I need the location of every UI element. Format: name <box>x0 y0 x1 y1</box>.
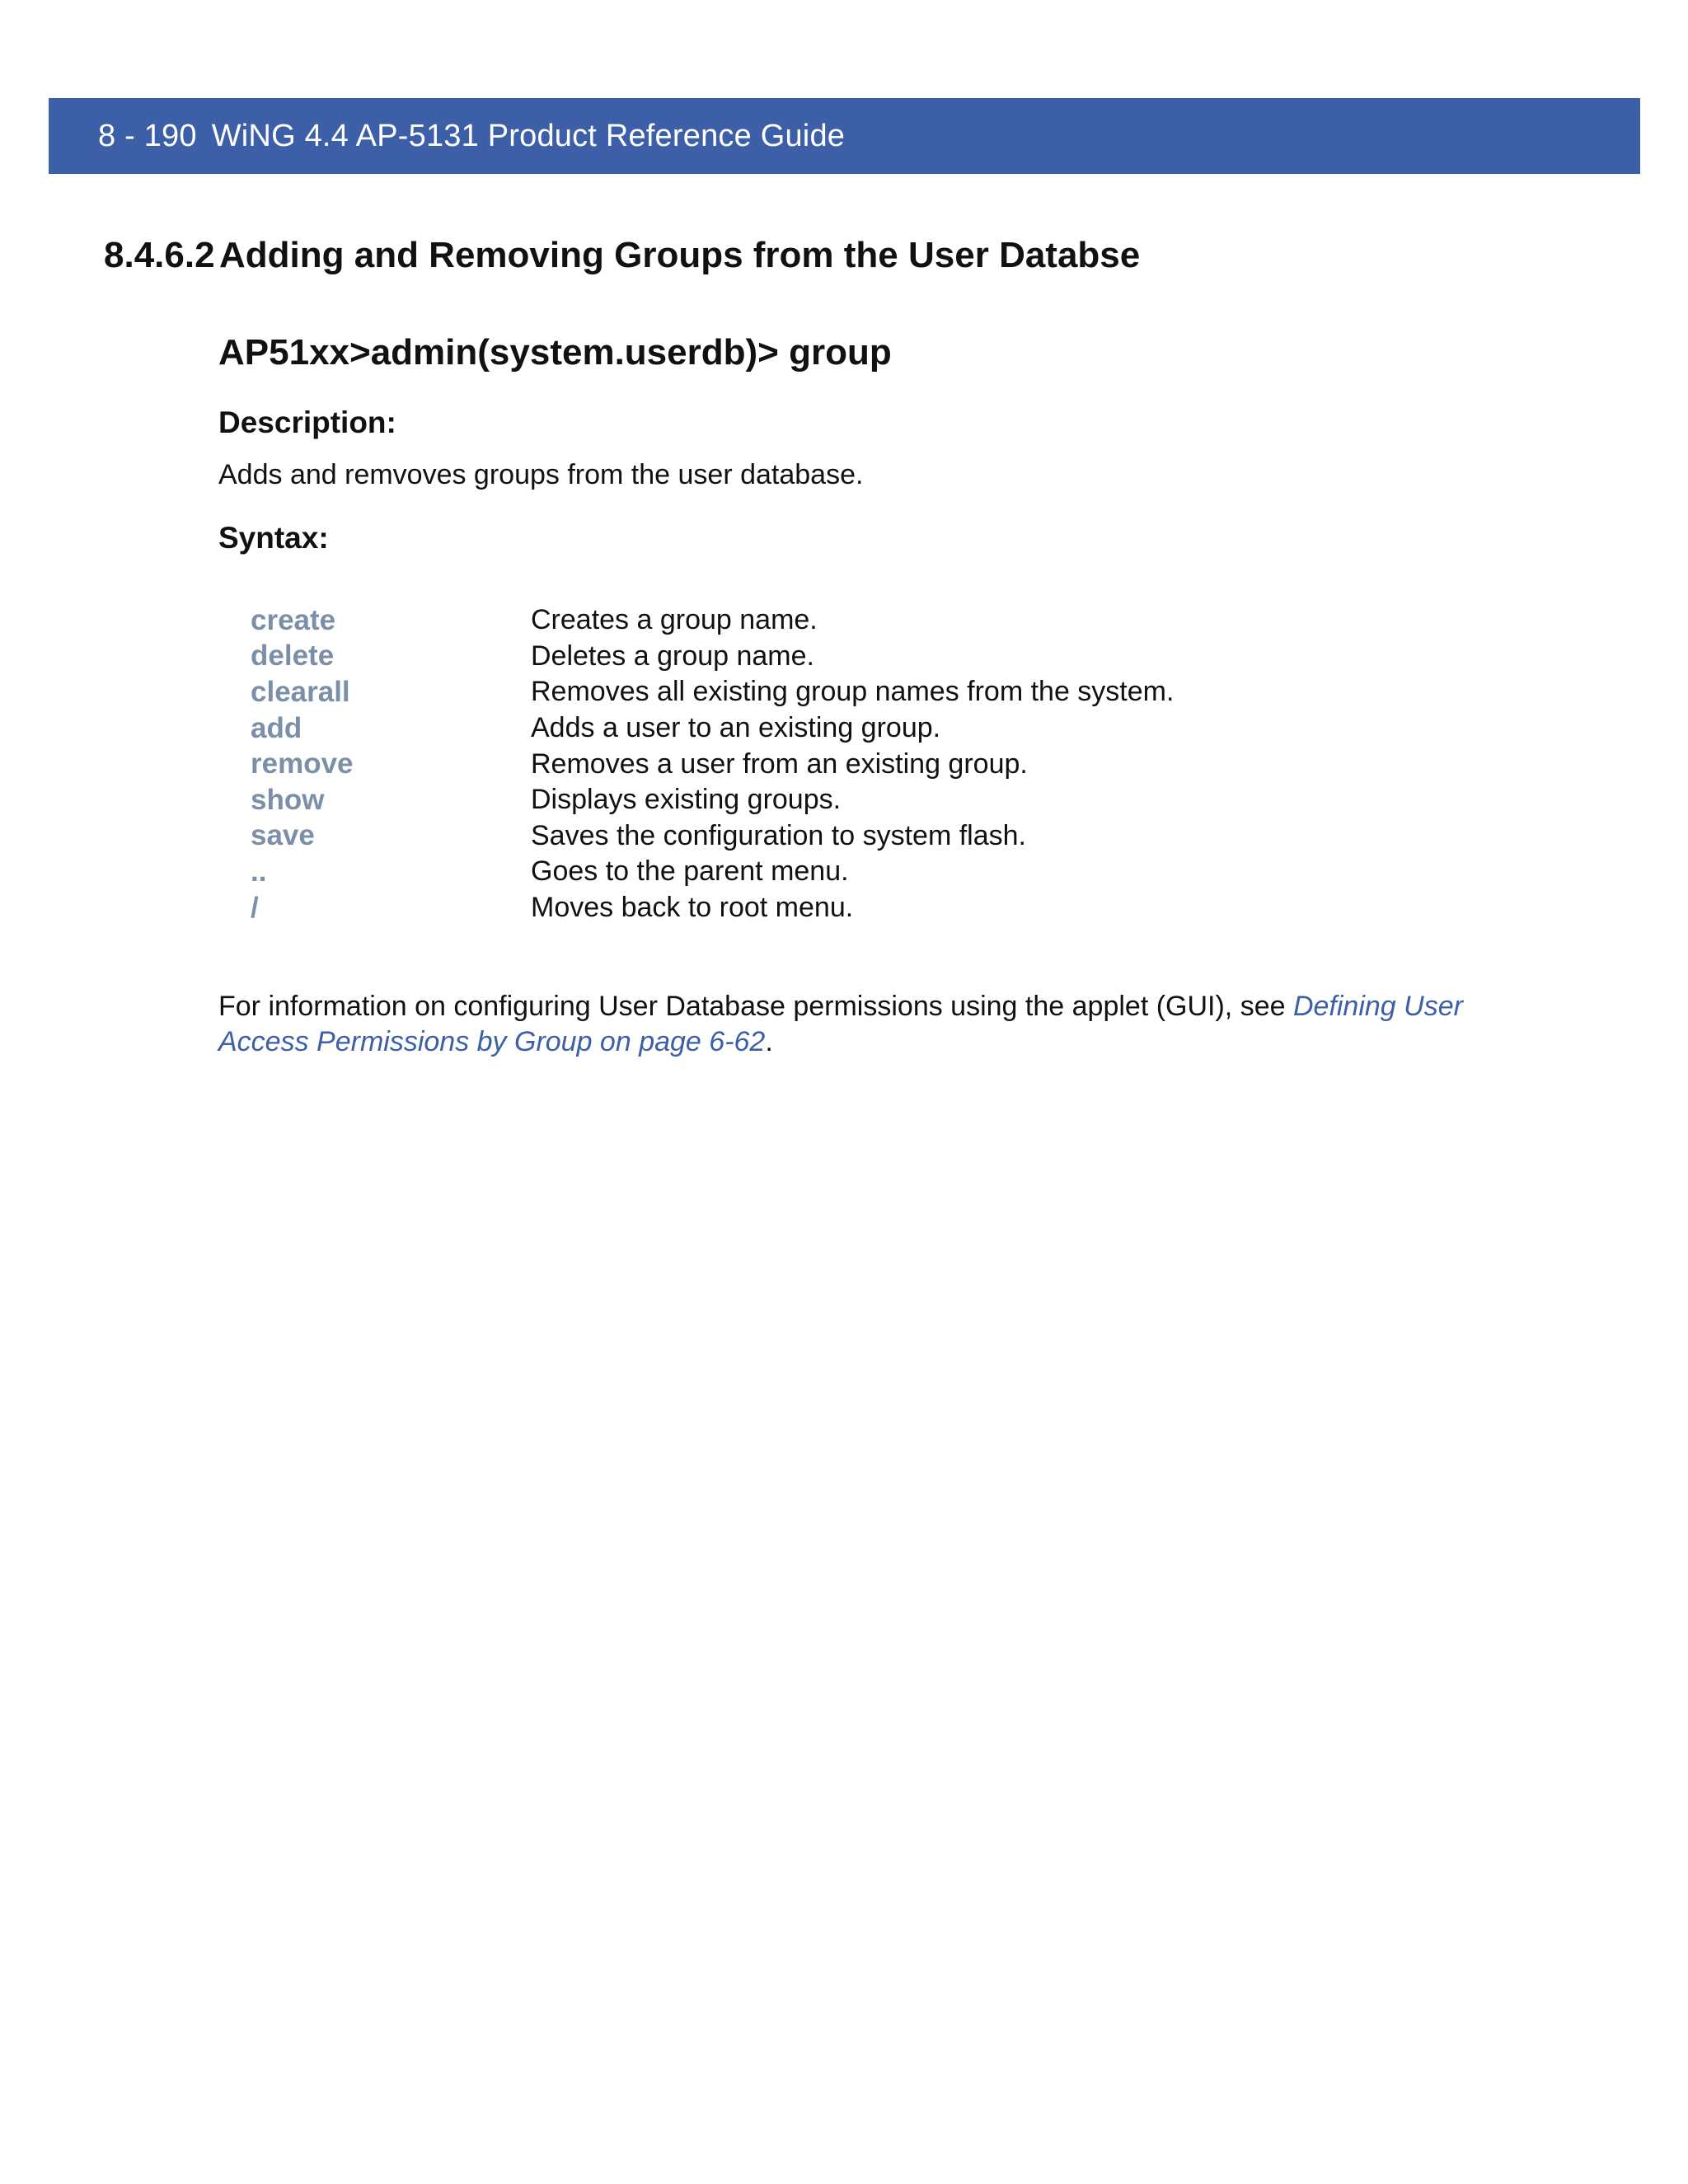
syntax-row <box>251 746 1404 782</box>
guide-title: WiNG 4.4 AP-5131 Product Reference Guide <box>211 118 846 153</box>
page-header-text <box>98 119 845 154</box>
section-heading <box>104 235 1140 276</box>
syntax-row <box>251 818 1404 855</box>
syntax-description: Displays existing groups. <box>531 784 842 816</box>
section-number: 8.4.6.2 <box>104 235 215 275</box>
note-text: For information on configuring User Database permissions using the applet (GUI), see <box>218 991 1293 1022</box>
syntax-heading: Syntax: <box>218 521 329 555</box>
section-title: Adding and Removing Groups from the User Databse <box>219 235 1141 275</box>
page-header-bar <box>49 98 1640 174</box>
syntax-row <box>251 602 1404 639</box>
description-heading: Description: <box>218 405 396 439</box>
syntax-description: Creates a group name. <box>531 604 818 636</box>
syntax-row <box>251 890 1404 926</box>
syntax-command: delete <box>251 640 335 673</box>
syntax-command: save <box>251 819 315 852</box>
cross-reference-link[interactable]: Defining User Access Permissions by Group on page 6-62 <box>218 991 1463 1057</box>
syntax-row <box>251 710 1404 747</box>
page-number: 8 - 190 <box>98 118 197 153</box>
syntax-description: Adds a user to an existing group. <box>531 712 941 744</box>
syntax-description: Removes all existing group names from the system. <box>531 676 1175 708</box>
syntax-description: Moves back to root menu. <box>531 892 854 924</box>
syntax-description: Saves the configuration to system flash. <box>531 819 1026 851</box>
syntax-command: .. <box>251 855 267 888</box>
syntax-description: Removes a user from an existing group. <box>531 748 1028 780</box>
gui-reference-note <box>218 989 1554 1060</box>
syntax-row <box>251 674 1404 710</box>
syntax-command: / <box>251 891 259 924</box>
syntax-row <box>251 782 1404 818</box>
syntax-command: show <box>251 783 325 816</box>
note-period: . <box>765 1026 773 1057</box>
syntax-command: clearall <box>251 675 350 708</box>
syntax-row <box>251 854 1404 890</box>
syntax-command: add <box>251 711 302 744</box>
command-title: AP51xx>admin(system.userdb)> group <box>218 332 892 373</box>
syntax-table <box>251 602 1404 926</box>
syntax-row <box>251 639 1404 675</box>
syntax-description: Deletes a group name. <box>531 640 814 672</box>
syntax-command: remove <box>251 748 354 780</box>
description-text: Adds and remvoves groups from the user database. <box>218 459 864 490</box>
syntax-description: Goes to the parent menu. <box>531 855 849 888</box>
syntax-command: create <box>251 603 336 636</box>
